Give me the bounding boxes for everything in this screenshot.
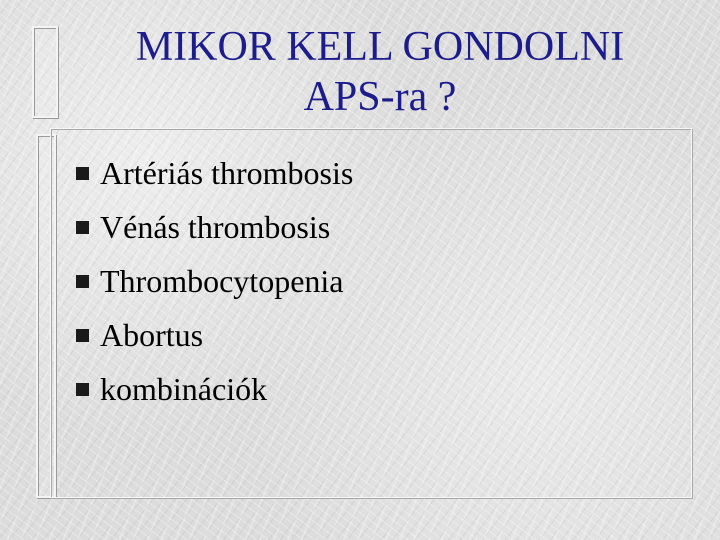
bullet-list	[74, 146, 353, 416]
decorative-frame-top	[32, 26, 58, 118]
square-bullet-icon	[76, 383, 89, 396]
square-bullet-icon	[76, 167, 89, 180]
bullet-text: Vénás thrombosis	[100, 209, 331, 245]
square-bullet-icon	[76, 275, 89, 288]
list-item	[74, 200, 353, 254]
title-line-2: APS-ra ?	[303, 74, 457, 120]
bullet-text: Artériás thrombosis	[100, 155, 354, 191]
square-bullet-icon	[76, 329, 89, 342]
title-line-1: MIKOR KELL GONDOLNI	[135, 24, 625, 70]
bullet-text: Abortus	[100, 317, 204, 353]
bullet-text: Thrombocytopenia	[100, 263, 344, 299]
list-item	[74, 254, 353, 308]
list-item	[74, 308, 353, 362]
square-bullet-icon	[76, 221, 89, 234]
bullet-text: kombinációk	[100, 371, 268, 407]
slide-title	[70, 22, 690, 122]
list-item	[74, 362, 353, 416]
list-item	[74, 146, 353, 200]
